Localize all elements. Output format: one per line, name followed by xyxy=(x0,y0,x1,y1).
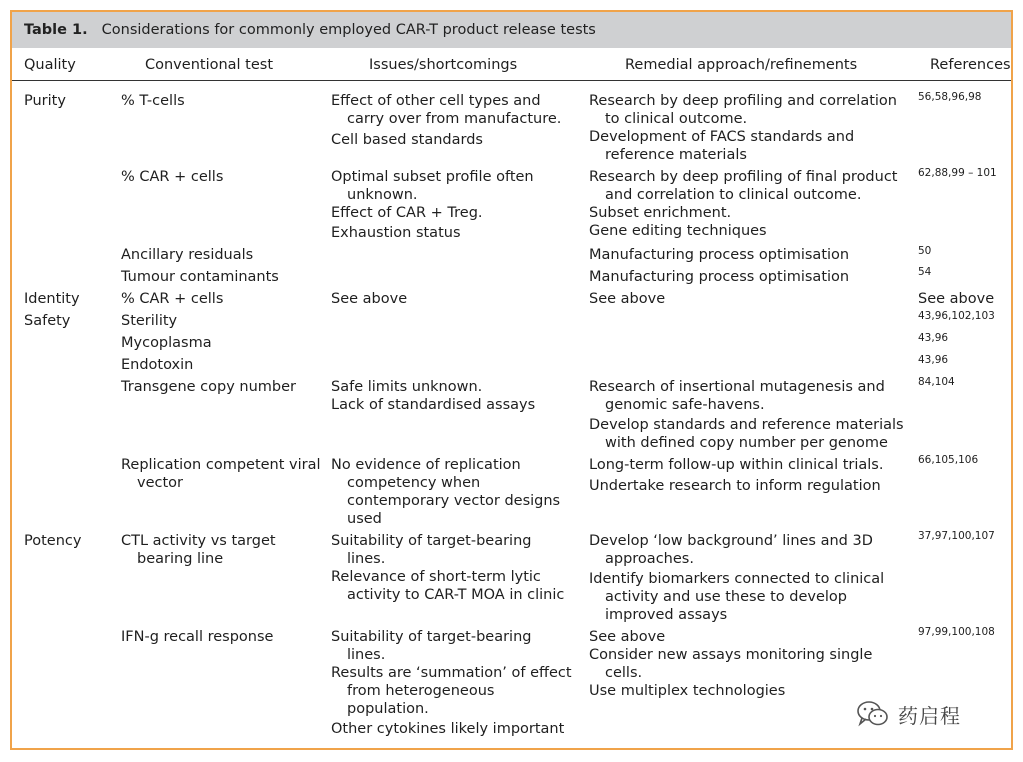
row-8-remedial-0: Research of insertional mutagenesis and genomic safe-havens. xyxy=(589,379,885,413)
row-1-remedial-0: Research by deep profiling of final product and correlation to clinical outcome. xyxy=(589,169,898,203)
row-9-remedial-0: Long-term follow-up within clinical trials. xyxy=(589,457,884,473)
row-9-references: 66,105,106 xyxy=(918,454,979,466)
header-references: References xyxy=(930,57,1011,73)
row-9-remedial-1: Undertake research to inform regulation xyxy=(589,478,881,494)
row-4-issue-0: See above xyxy=(331,291,408,307)
category-safety: Safety xyxy=(24,313,71,329)
row-8-issue-0: Safe limits unknown. xyxy=(331,379,483,395)
row-7-test: Endotoxin xyxy=(121,357,194,373)
row-7-references: 43,96 xyxy=(918,354,949,366)
row-0-test: % T-cells xyxy=(121,93,185,109)
row-3-references: 54 xyxy=(918,266,932,278)
watermark-text: 药启程 xyxy=(898,703,961,728)
row-11-issue-2: Other cytokines likely important xyxy=(331,721,565,737)
row-0-references: 56,58,96,98 xyxy=(918,91,982,103)
watermark xyxy=(856,694,996,734)
row-3-test: Tumour contaminants xyxy=(121,269,279,285)
header-quality: Quality xyxy=(24,57,76,73)
row-9-test: Replication competent viral vector xyxy=(121,457,321,491)
category-identity: Identity xyxy=(24,291,80,307)
row-0-issue-0: Effect of other cell types and carry over from manufacture. xyxy=(331,93,562,127)
row-1-issue-1: Effect of CAR + Treg. xyxy=(331,205,483,221)
row-1-issue-0: Optimal subset profile often unknown. xyxy=(331,169,534,203)
row-11-remedial-1: Consider new assays monitoring single cells. xyxy=(589,647,873,681)
row-8-issue-1: Lack of standardised assays xyxy=(331,397,536,413)
row-4-references: See above xyxy=(918,291,995,307)
table-caption: Considerations for commonly employed CAR-T product release tests xyxy=(101,22,596,38)
row-1-references: 62,88,99 – 101 xyxy=(918,167,997,179)
row-11-remedial-0: See above xyxy=(589,629,666,645)
row-11-remedial-2: Use multiplex technologies xyxy=(589,683,786,699)
row-10-references: 37,97,100,107 xyxy=(918,530,995,542)
row-8-remedial-1: Develop standards and reference materials with defined copy number per genome xyxy=(589,417,904,451)
row-6-references: 43,96 xyxy=(918,332,949,344)
row-11-references: 97,99,100,108 xyxy=(918,626,995,638)
header-issues: Issues/shortcomings xyxy=(369,57,518,73)
row-6-test: Mycoplasma xyxy=(121,335,212,351)
row-2-references: 50 xyxy=(918,245,932,257)
row-5-references: 43,96,102,103 xyxy=(918,310,995,322)
row-5-test: Sterility xyxy=(121,313,178,329)
header-conventional-test: Conventional test xyxy=(145,57,274,73)
wechat-icon xyxy=(856,699,890,729)
row-0-remedial-1: Development of FACS standards and reference materials xyxy=(589,129,855,163)
table-frame xyxy=(10,10,1013,750)
row-11-test: IFN-g recall response xyxy=(121,629,274,645)
row-1-remedial-2: Gene editing techniques xyxy=(589,223,767,239)
category-potency: Potency xyxy=(24,533,82,549)
row-10-issue-0: Suitability of target-bearing lines. xyxy=(331,533,532,567)
row-11-issue-0: Suitability of target-bearing lines. xyxy=(331,629,532,663)
header-rule xyxy=(12,80,1011,81)
row-8-references: 84,104 xyxy=(918,376,955,388)
row-0-issue-1: Cell based standards xyxy=(331,132,483,148)
row-11-issue-1: Results are ‘summation’ of effect from heterogeneous population. xyxy=(331,665,572,717)
row-10-remedial-0: Develop ‘low background’ lines and 3D approaches. xyxy=(589,533,873,567)
row-4-remedial-0: See above xyxy=(589,291,666,307)
row-1-issue-2: Exhaustion status xyxy=(331,225,461,241)
row-1-test: % CAR + cells xyxy=(121,169,224,185)
row-1-remedial-1: Subset enrichment. xyxy=(589,205,732,221)
row-4-test: % CAR + cells xyxy=(121,291,224,307)
row-2-test: Ancillary residuals xyxy=(121,247,254,263)
table-title-bar xyxy=(12,12,1011,48)
row-0-remedial-0: Research by deep profiling and correlation to clinical outcome. xyxy=(589,93,897,127)
category-purity: Purity xyxy=(24,93,66,109)
row-10-issue-1: Relevance of short-term lytic activity to CAR-T MOA in clinic xyxy=(331,569,565,603)
row-8-test: Transgene copy number xyxy=(121,379,296,395)
header-remedial: Remedial approach/refinements xyxy=(625,57,858,73)
row-10-remedial-1: Identify biomarkers connected to clinical activity and use these to develop improved assays xyxy=(589,571,885,623)
row-2-remedial-0: Manufacturing process optimisation xyxy=(589,247,850,263)
table-label: Table 1. xyxy=(24,22,88,38)
row-3-remedial-0: Manufacturing process optimisation xyxy=(589,269,850,285)
row-10-test: CTL activity vs target bearing line xyxy=(121,533,276,567)
row-9-issue-0: No evidence of replication competency when contemporary vector designs used xyxy=(331,457,561,527)
